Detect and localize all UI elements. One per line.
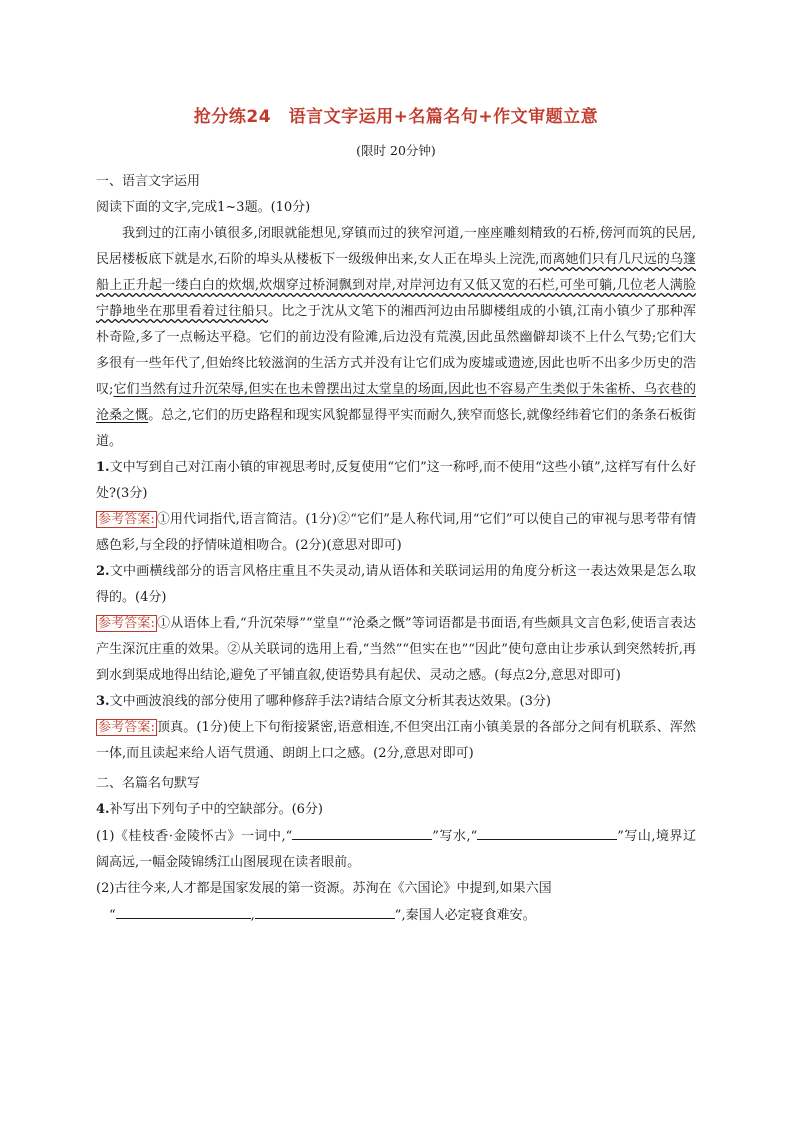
item-text: “ <box>109 908 116 923</box>
item-text: ”写水,“ <box>432 829 478 844</box>
question-text: 文中画横线部分的语言风格庄重且不失灵动,请从语体和关联词运用的角度分析这一表达效果是怎么取得的。(4分) <box>96 564 696 605</box>
answer-label: 参考答案: <box>98 720 155 735</box>
answer-label: 参考答案: <box>98 616 155 631</box>
question-2 <box>96 559 696 611</box>
item-text: ”写山,境界辽阔高远,一幅金陵锦绣江山图展现在读者眼前。 <box>96 829 696 870</box>
question-text: 文中画波浪线的部分使用了哪种修辞手法?请结合原文分析其表达效果。(3分) <box>109 694 551 709</box>
answer-blank[interactable] <box>255 902 395 919</box>
question-4-item-1 <box>96 823 696 876</box>
reading-instruction: 阅读下面的文字,完成1~3题。(10分) <box>96 200 311 215</box>
passage-part-3: 。总之,它们的历史路程和现实风貌都显得平实而耐久,狭窄而悠长,就像经纬着它们的条条石板街道。 <box>96 408 696 449</box>
section-famous-lines <box>96 771 696 929</box>
item-text: ”,秦国人必定寝食难安。 <box>394 908 536 923</box>
answer-text: ①用代词指代,语言简洁。(1分)②“它们”是人称代词,用“它们”可以使自己的审视与思考带有情感色彩,与全段的抒情味道相吻合。(2分)(意思对即可) <box>96 512 696 553</box>
question-number: 3. <box>96 694 110 709</box>
answer-text: 顶真。(1分)使上下句衔接紧密,语意相连,不但突出江南小镇美景的各部分之间有机联系、浑然一体,而且读起来给人语气贯通、朗朗上口之感。(2分,意思对即可) <box>96 720 696 761</box>
reading-passage <box>96 221 696 455</box>
item-text: (2)古往今来,人才都是国家发展的第一资源。苏洵在《六国论》中提到,如果六国 <box>96 881 552 896</box>
underlined-text: 它们当然有过升沉荣辱,但实在也未曾摆出过太堂皇的场面,因此也不容易产生类似于朱雀桥、乌衣巷的沧桑之慨 <box>96 382 696 423</box>
answer-label: 参考答案: <box>98 512 155 527</box>
question-number: 2. <box>96 564 110 579</box>
question-text: 补写出下列句子中的空缺部分。(6分) <box>109 802 323 817</box>
answer-1 <box>96 507 696 559</box>
section-language-use <box>96 169 696 767</box>
answer-blank[interactable] <box>116 902 251 919</box>
time-limit: (限时 20分钟) <box>356 143 436 158</box>
answer-blank[interactable] <box>477 823 617 840</box>
document-page <box>96 90 696 929</box>
question-4 <box>96 797 696 823</box>
question-3 <box>96 689 696 715</box>
question-number: 1. <box>96 460 110 475</box>
question-1 <box>96 455 696 507</box>
section-heading: 一、语言文字运用 <box>96 174 201 189</box>
wavy-underlined-text: 而离她们只有几尺远的乌篷船上正升起一缕白白的炊烟,炊烟穿过桥洞飘到对岸,对岸河边有又低又宽的石栏,可坐可躺,几位老人满脸宁静地坐在那里看着过往船只 <box>96 252 696 319</box>
section-heading: 二、名篇名句默写 <box>96 776 201 791</box>
item-text: , <box>250 908 255 923</box>
question-number: 4. <box>96 802 110 817</box>
page-title: 抢分练24 语言文字运用+名篇名句+作文审题立意 <box>193 107 599 127</box>
passage-part-1: 我到过的江南小镇很多,闭眼就能想见,穿镇而过的狭窄河道,一座座雕刻精致的石桥,傍河而筑的民居,民居楼板底下就是水,石阶的埠头从楼板下一级级伸出来,女人正在埠头上浣洗, <box>96 226 696 267</box>
passage-part-2: 。比之于沈从文笔下的湘西河边由吊脚楼组成的小镇,江南小镇少了那种浑朴奇险,多了一点畅达平稳。它们的前边没有险滩,后边没有荒漠,因此虽然幽僻却谈不上什么气势;它们大多很有一些年代了,但始终比较滋润的生活方式并没有让它们成为废墟或遗迹,因此也听不出多少历史的浩叹; <box>96 304 696 397</box>
item-text: (1)《桂枝香·金陵怀古》一词中,“ <box>96 829 293 844</box>
answer-text: ①从语体上看,“升沉荣辱”“堂皇”“沧桑之慨”等词语都是书面语,有些颇具文言色彩,使语言表达产生深沉庄重的效果。②从关联词的选用上看,“当然”“但实在也”“因此”使句意由让步承认到突然转折,再到水到渠成地得出结论,避免了平铺直叙,使语势具有起伏、灵动之感。(每点2分,意思对即可) <box>96 616 696 683</box>
answer-3 <box>96 715 696 767</box>
question-text: 文中写到自己对江南小镇的审视思考时,反复使用“它们”这一称呼,而不使用“这些小镇”,这样写有什么好处?(3分) <box>96 460 696 501</box>
question-4-item-2 <box>96 876 696 929</box>
answer-2 <box>96 611 696 689</box>
answer-blank[interactable] <box>292 823 432 840</box>
